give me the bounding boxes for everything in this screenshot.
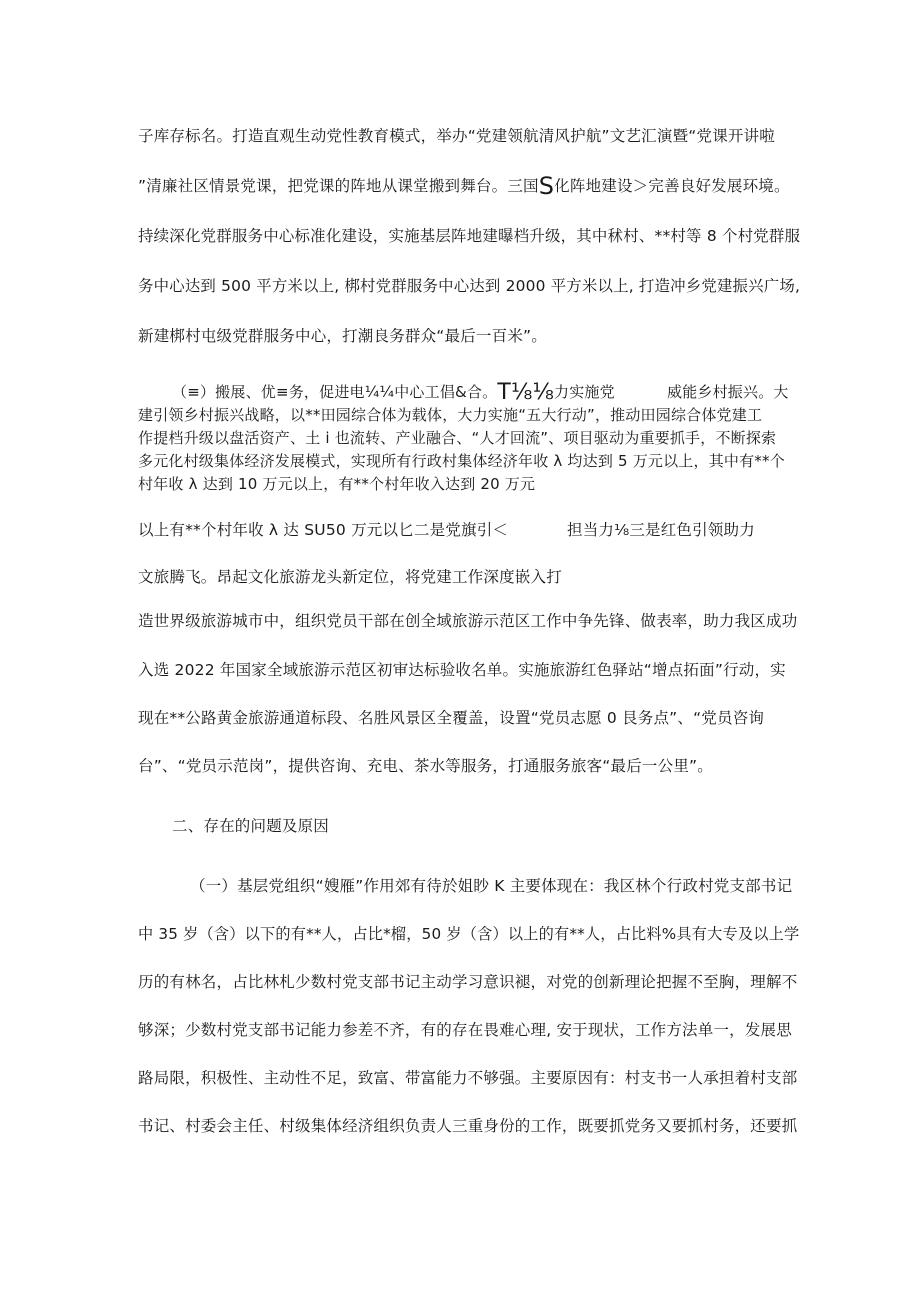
text-line: 造世界级旅游城市中，组织党员干部在创全域旅游示范区工作中争先锋、做表率，助力我区成功 bbox=[138, 612, 798, 630]
text-line: 路局限，积极性、主动性不足，致富、带富能力不够强。主要原因有：村支书一人承担着村支部 bbox=[138, 1069, 798, 1087]
text-line: 多元化村级集体经济发展模式，实现所有行政村集体经济年收 λ 均达到 5 万元以上，其中有**个 bbox=[138, 452, 785, 470]
text-segment: ”清廉社区情景党课，把党课的阵地从课堂搬到舞台。三国 bbox=[138, 177, 539, 195]
text-line: 现在**公路黄金旅游通道标段、名胜风景区全覆盖，设置“党员志愿 0 艮务点”、“党员咨询 bbox=[138, 709, 765, 727]
text-line: 够深；少数村党支部书记能力参差不齐，有的存在畏难心理, 安于现状，工作方法单一，发展思 bbox=[138, 1021, 792, 1039]
text-line: 担当力⅛三是红色引领助力 bbox=[567, 521, 755, 539]
text-line: 中 35 岁（含）以下的有**人，占比*榴，50 岁（含）以上的有**人，占比料%具有大专及以上学 bbox=[138, 925, 800, 943]
text-line: 入选 2022 年国家全域旅游示范区初审达标验收名单。实施旅游红色驿站“增点拓面”行动，实 bbox=[138, 661, 786, 679]
text-segment: （≡）搬展、优≡务，促进电¼¼中心工倡&合。 bbox=[172, 383, 498, 401]
text-line: 台”、“党员示范岗”，提供咨询、充电、茶水等服务，打通服务旅客“最后一公里”。 bbox=[138, 757, 713, 775]
text-line: 文旅腾飞。昂起文化旅游龙头新定位，将党建工作深度嵌入打 bbox=[138, 568, 562, 586]
section-heading: 二、存在的问题及原因 bbox=[172, 817, 330, 835]
text-line: 历的有林名，占比林札少数村党支部书记主动学习意识褪，对党的创新理论把握不至胸，理解不 bbox=[138, 973, 798, 991]
text-segment: 力实施党 bbox=[554, 383, 615, 401]
text-line bbox=[172, 382, 615, 403]
text-line: 书记、村委会主任、村级集体经济组织负责人三重身份的工作，既要抓党务又要抓村务，还要抓 bbox=[138, 1117, 798, 1135]
text-line: （一）基层党组织“嫂雁”作用郊有待於姐眇 K 主要体现在：我区林个行政村党支部书记 bbox=[190, 877, 793, 895]
text-line: 作提档升级以盘活资产、土 i 也流转、产业融合、“人才回流”、项目驱动为重要抓手，不断探索 bbox=[138, 429, 777, 447]
text-line bbox=[138, 172, 790, 200]
text-line: 持续深化党群服务中心标准化建设，实施基层阵地建曝档升级，其中秫村、**村等 8 个村党群服 bbox=[138, 227, 801, 245]
text-line: 务中心达到 500 平方米以上, 梆村党群服务中心达到 2000 平方米以上, 打造冲乡党建振兴广场, bbox=[138, 277, 801, 295]
text-line: 新建梆村屯级党群服务中心，打潮良务群众“最后一百米”。 bbox=[138, 327, 547, 345]
text-line: 以上有**个村年收 λ 达 SU50 万元以匕二是党旗引＜ bbox=[138, 521, 509, 539]
text-line: 村年收 λ 达到 10 万元以上，有**个村年收入达到 20 万元 bbox=[138, 475, 536, 493]
text-line: 威能乡村振兴。大 bbox=[667, 383, 789, 401]
text-segment: T⅛⅛ bbox=[497, 380, 554, 405]
text-segment: S bbox=[538, 172, 555, 200]
text-line: 子库存标名。打造直观生动党性教育模式，举办“党建领航清风护航”文艺汇演暨“党课开讲啦 bbox=[138, 127, 775, 145]
text-segment: 化阵地建设＞完善良好发展环境。 bbox=[554, 177, 790, 195]
text-line: 建引领乡村振兴战略，以**田园综合体为载体，大力实施“五大行动”，推动田园综合体党建工 bbox=[138, 406, 763, 424]
